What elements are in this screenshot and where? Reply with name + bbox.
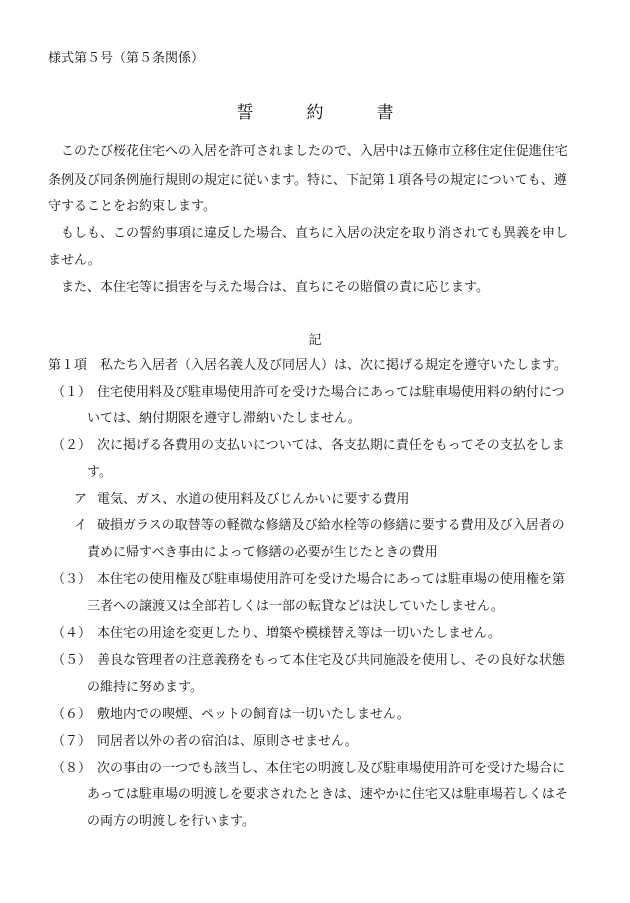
clause-heading: 第１項 私たち入居者（入居名義人及び同居人）は、次に掲げる規定を遵守いたします。 bbox=[48, 358, 567, 373]
intro-line: ません。 bbox=[48, 253, 101, 268]
item-line: 敷地内での喫煙、ペットの飼育は一切いたしません。 bbox=[97, 707, 410, 722]
item-line: 次の事由の一つでも該当し、本住宅の明渡し及び駐車場使用許可を受けた場合に bbox=[97, 761, 566, 776]
item-label: （４） bbox=[52, 626, 92, 641]
item-line: 住宅使用料及び駐車場使用許可を受けた場合にあっては駐車場使用料の納付につ bbox=[97, 385, 565, 400]
item-label: （１） bbox=[52, 385, 92, 400]
item-line: 善良な管理者の注意義務をもって本住宅及び共同施設を使用し、その良好な状態 bbox=[97, 653, 566, 668]
document-title: 誓 約 書 bbox=[236, 103, 412, 123]
item-line: 本住宅の用途を変更したり、増築や模様替え等は一切いたしません。 bbox=[97, 626, 501, 641]
intro-line: 条例及び同条例施行規則の規定に従います。特に、下記第１項各号の規定についても、遵 bbox=[48, 173, 567, 188]
intro-line: 守することをお約束します。 bbox=[48, 199, 216, 214]
sub-item-line: 電気、ガス、水道の使用料及びじんかいに要する費用 bbox=[97, 492, 410, 507]
sub-item-line: 責めに帰すべき事由によって修繕の必要が生じたときの費用 bbox=[87, 545, 438, 560]
item-label: （３） bbox=[52, 572, 92, 587]
item-line: いては、納付期限を遵守し滞納いたしません。 bbox=[87, 411, 361, 426]
form-number: 様式第５号（第５条関係） bbox=[48, 51, 205, 66]
item-label: （８） bbox=[52, 761, 92, 776]
item-line: 同居者以外の者の宿泊は、原則させません。 bbox=[97, 734, 358, 749]
intro-line: また、本住宅等に損害を与えた場合は、直ちにその賠償の責に応じます。 bbox=[61, 280, 489, 295]
item-line: あっては駐車場の明渡しを要求されたときは、速やかに住宅又は駐車場若しくはそ bbox=[87, 787, 568, 802]
item-line: の両方の明渡しを行います。 bbox=[87, 814, 255, 829]
item-line: 三者への譲渡又は全部若しくは一部の転貸などは決していたしません。 bbox=[87, 599, 504, 614]
item-label: （７） bbox=[52, 734, 92, 749]
item-line: す。 bbox=[87, 465, 112, 480]
item-label: （５） bbox=[52, 653, 92, 668]
ki-marker: 記 bbox=[308, 333, 322, 348]
intro-line: このたび桜花住宅への入居を許可されましたので、入居中は五條市立移住定住促進住宅 bbox=[61, 144, 568, 159]
sub-item-line: 破損ガラスの取替等の軽微な修繕及び給水栓等の修繕に要する費用及び入居者の bbox=[97, 518, 565, 533]
item-label: （２） bbox=[52, 438, 92, 453]
item-line: 次に掲げる各費用の支払いについては、各支払期に責任をもってその支払をしま bbox=[97, 438, 565, 453]
item-label: （６） bbox=[52, 707, 92, 722]
item-line: の維持に努めます。 bbox=[87, 680, 203, 695]
intro-line: もしも、この誓約事項に違反した場合、直ちに入居の決定を取り消されても異義を申し bbox=[61, 226, 569, 241]
item-line: 本住宅の使用権及び駐車場使用許可を受けた場合にあっては駐車場の使用権を第 bbox=[97, 572, 565, 587]
sub-item-label: イ bbox=[74, 518, 88, 533]
sub-item-label: ア bbox=[74, 492, 88, 507]
